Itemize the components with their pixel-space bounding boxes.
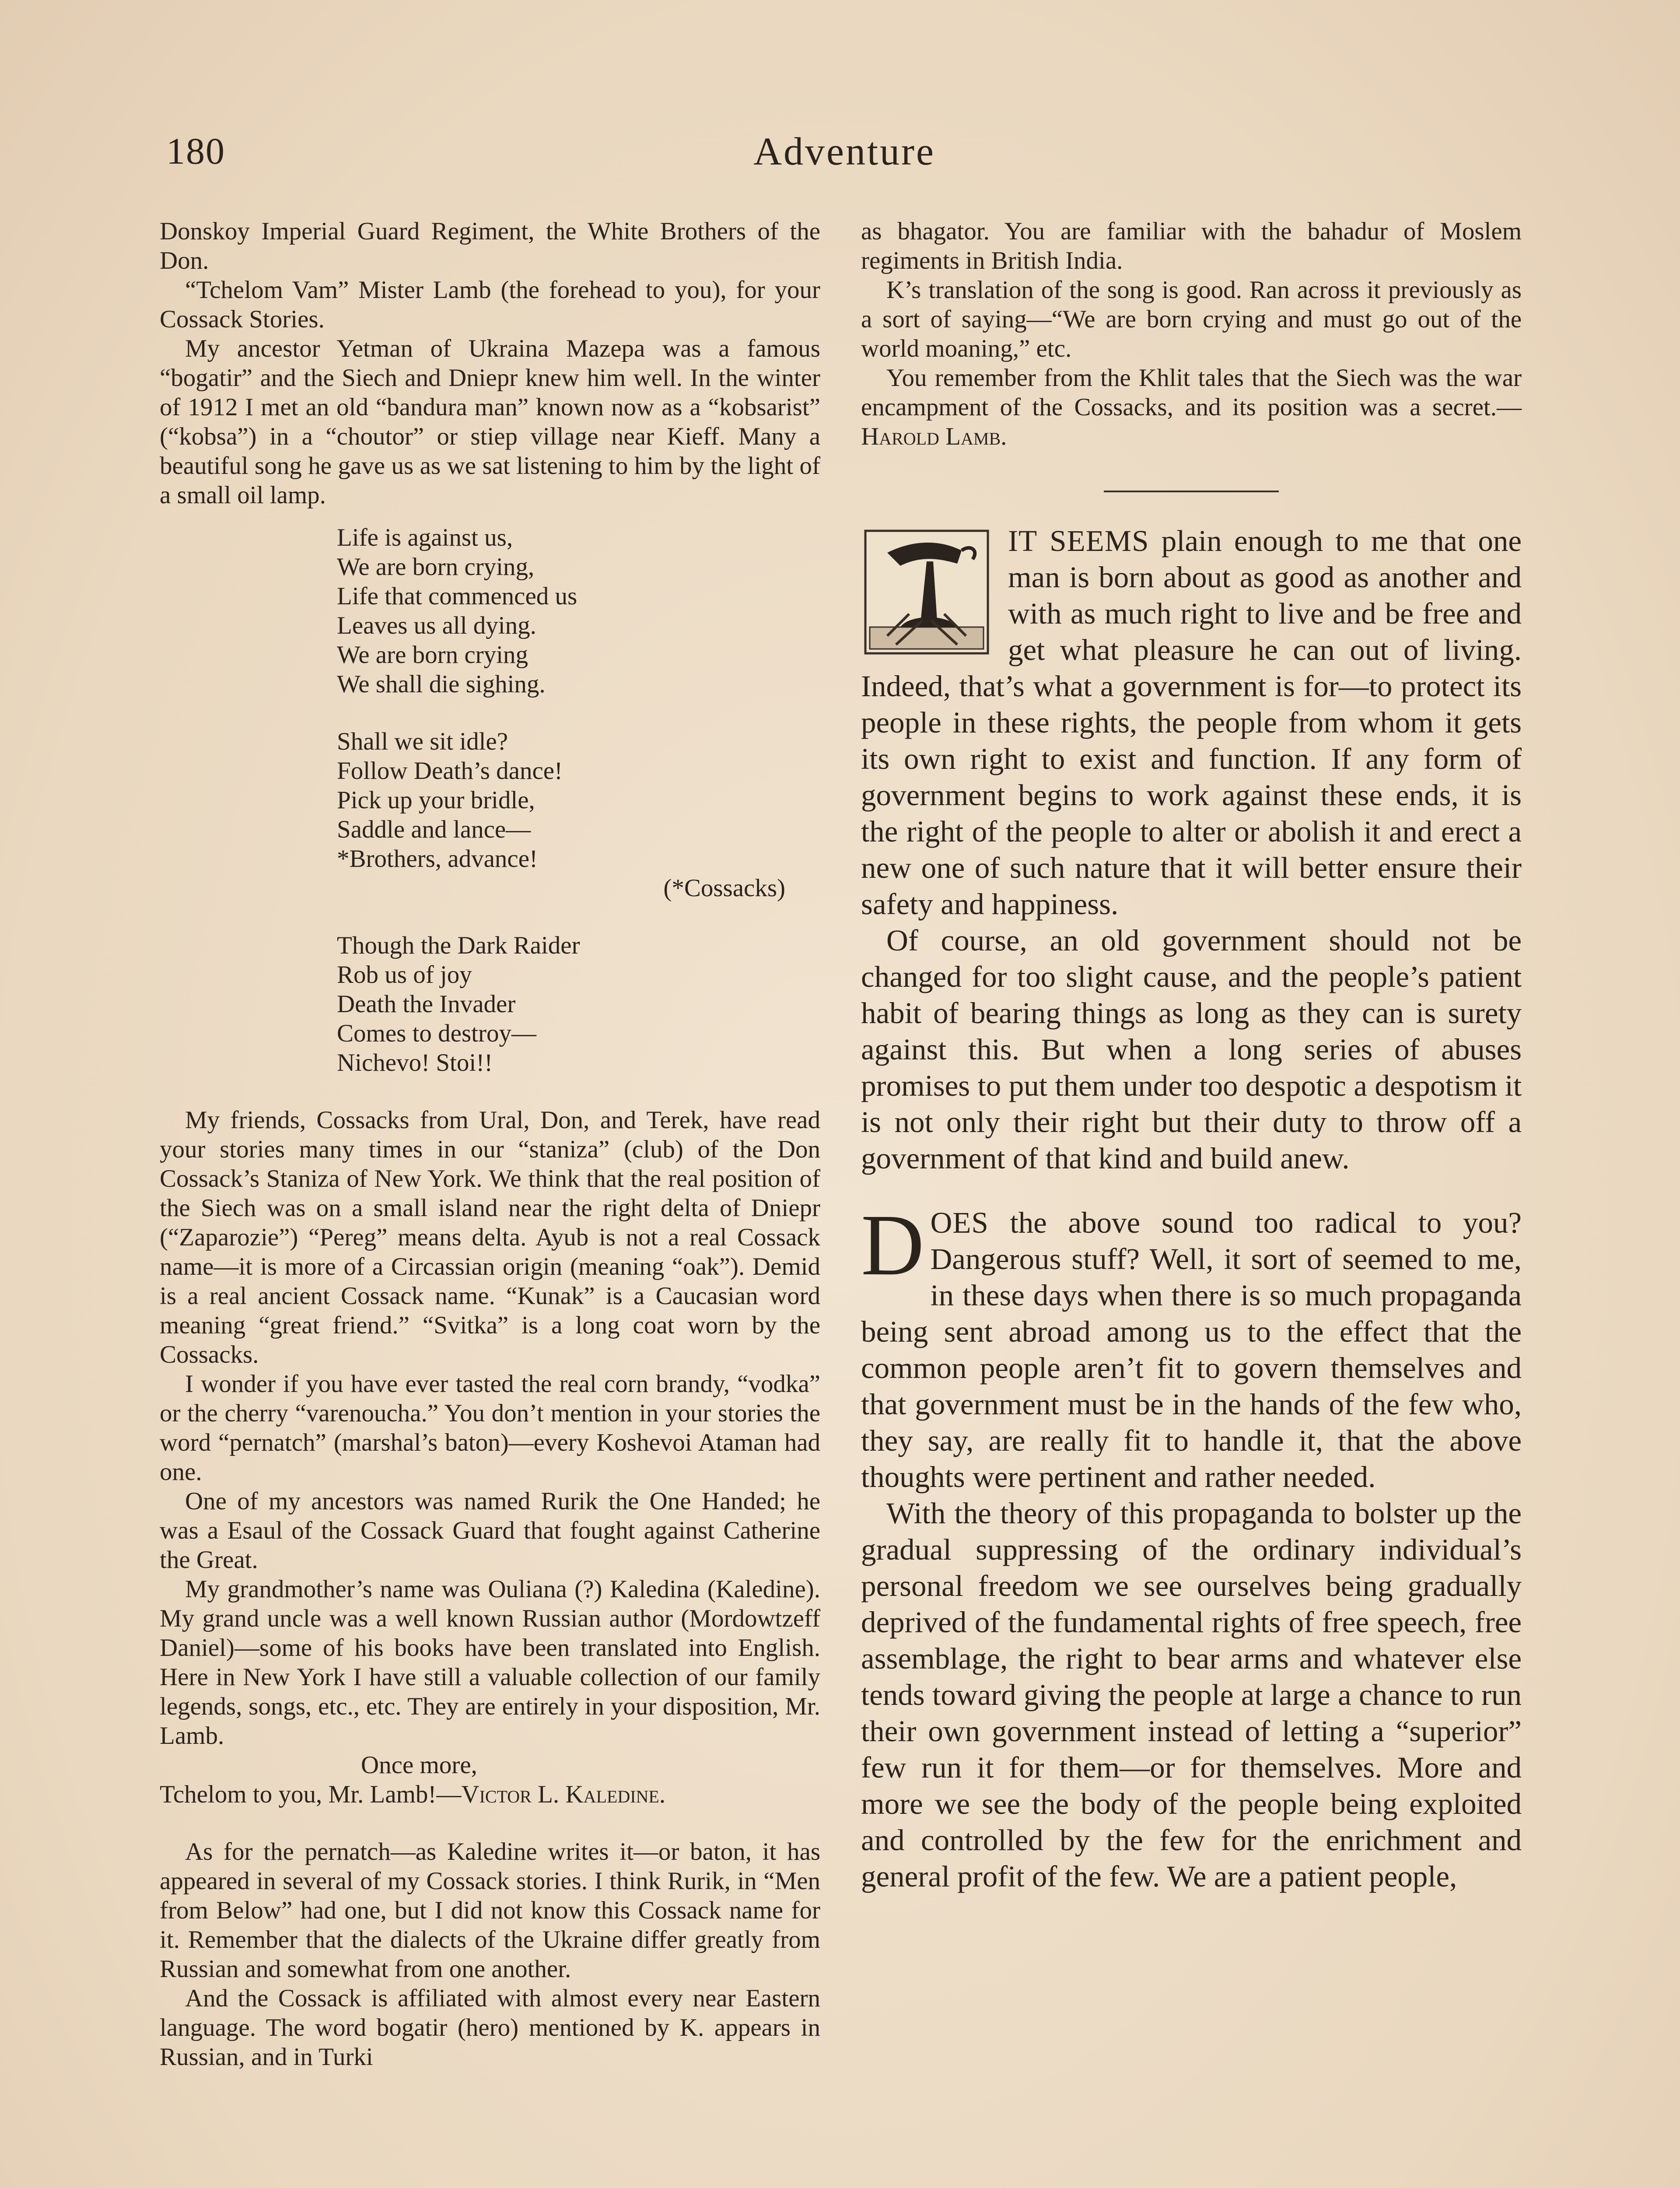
letter-paragraph: My grandmother’s name was Ouliana (?) Kaledina (Kaledine). My grand uncle was a well known Russian author (Mordowtzeff Daniel)—some of his books have been translated into English. Here in New York I have still a valuable collection of our family legends, songs, etc., etc. They are entirely in your disposition, Mr. Lamb. xyxy=(160,1575,820,1750)
reply-text: You remember from the Khlit tales that the Siech was the war encampment of the Cossacks, and its position was a secret.— xyxy=(861,364,1522,421)
page-number: 180 xyxy=(166,130,225,172)
letter-paragraph: “Tchelom Vam” Mister Lamb (the forehead to you), for your Cossack Stories. xyxy=(160,276,820,333)
reply-paragraph: And the Cossack is affiliated with almost every near Eastern language. The word bogatir (hero) mentioned by K. appears in Russian, and in Turki xyxy=(160,1985,820,2071)
letter-paragraph: I wonder if you have ever tasted the real corn brandy, “vodka” or the cherry “varenoucha.” You don’t mention in your stories the word “pernatch” (marshal’s baton)—every Koshevoi Ataman had one. xyxy=(160,1370,820,1486)
poem-stanza xyxy=(337,727,820,903)
journal-title: Adventure xyxy=(753,130,935,173)
poem-line: Nichevo! Stoi!! xyxy=(337,1049,493,1076)
poem-line: Life that commenced us xyxy=(337,582,578,610)
editorial-paragraph xyxy=(861,1197,1522,1495)
poem-line: We are born crying xyxy=(337,641,528,669)
reply-paragraph: as bhagator. You are familiar with the bahadur of Moslem regiments in British India. xyxy=(861,217,1522,274)
poem-line: *Brothers, advance! xyxy=(337,845,538,873)
reply-paragraph xyxy=(861,363,1522,451)
letter-paragraph: One of my ancestors was named Rurik the One Handed; he was a Esaul of the Cossack Guard that fought against Catherine the Great. xyxy=(160,1487,820,1574)
poem-line: Follow Death’s dance! xyxy=(337,757,563,785)
running-head xyxy=(166,125,1522,190)
editorial-paragraph: Of course, an old government should not be changed for too slight cause, and the people’s patient habit of bearing things as long as they can is surety against this. But when a long series of abuses promises to put them under too despotic a despotism it is not only their right but their duty to throw off a government of that kind and build anew. xyxy=(861,924,1522,1175)
editorial-paragraph: With the theory of this propaganda to bolster up the gradual suppressing of the ordinary individual’s personal freedom we see ourselves being gradually deprived of the fundamental rights of free speech, free assemblage, the right to bear arms and whatever else tends toward giving the people at large a chance to run their own government instead of letting a “superior” few run it for them—or for themselves. More and more we see the body of the people being exploited and controlled by the few for the enrichment and general profit of the few. We are a patient people, xyxy=(861,1497,1522,1893)
poem-line: Pick up your bridle, xyxy=(337,786,535,814)
editorial-text: plain enough to me that one man is born about as good as another and with as much right to live and be free and get what pleasure he can out of living. Indeed, that’s what a government is for—to protect its people in these rights, the people from whom it gets its own right to exist and function. If any form of government begins to work against these ends, it is the right of the people to alter or abolish it and erect a new one of such nature that it will better ensure their safety and happiness. xyxy=(861,524,1522,921)
poem-line: Shall we sit idle? xyxy=(337,728,508,755)
poem-line: Life is against us, xyxy=(337,524,513,551)
poem-line: Rob us of joy xyxy=(337,961,472,989)
reply-paragraph: As for the pernatch—as Kaledine writes it—or baton, it has appeared in several of my Cossack stories. I think Rurik, in “Men from Below” had one, but I did not know this Cossack name for it. Remember that the dialects of the Ukraine differ greatly from Russian and somewhat from one another. xyxy=(160,1838,820,1983)
poem-line: Leaves us all dying. xyxy=(337,612,536,639)
ornamental-initial-i-icon xyxy=(861,526,992,658)
right-column xyxy=(861,217,1522,1895)
letter-closing: Once more, xyxy=(361,1751,477,1779)
editorial-lead-caps: OES xyxy=(930,1206,989,1239)
ornamental-initial-svg xyxy=(861,526,992,658)
poem-line: We are born crying, xyxy=(337,553,535,581)
poem xyxy=(337,523,820,1077)
letter-signoff xyxy=(160,1780,820,1809)
poem-stanza xyxy=(337,523,820,699)
editorial xyxy=(861,523,1522,1895)
poem-line: Comes to destroy— xyxy=(337,1020,536,1047)
letter-paragraph: Donskoy Imperial Guard Regiment, the White Brothers of the Don. xyxy=(160,217,820,274)
editorial-text: the above sound too radical to you? Dangerous stuff? Well, it sort of seemed to me, in these days when there is so much propaganda being sent abroad among us to the effect that the common people aren’t fit to govern themselves and that government must be in the hands of the few who, they say, are really fit to handle it, that the above thoughts were pertinent and rather needed. xyxy=(861,1206,1522,1494)
left-column xyxy=(160,217,820,2072)
letter-paragraph: My friends, Cossacks from Ural, Don, and Terek, have read your stories many times in our “staniza” (club) of the Don Cossack’s Staniza of New York. We think that the real position of the Siech was on a small island near the right delta of Dniepr (“Zaparozie”) “Pereg” means delta. Ayub is not a real Cossack name—it is more of a Circassian origin (meaning “oak”). Demid is a real ancient Cossack name. “Kunak” is a Caucasian word meaning “great friend.” “Svitka” is a long coat worn by the Cossacks. xyxy=(160,1106,820,1368)
editorial-lead-caps: IT SEEMS xyxy=(1008,524,1149,558)
reply-paragraph: K’s translation of the song is good. Ran across it previously as a sort of saying—“We are born crying and must go out of the world moaning,” etc. xyxy=(861,276,1522,362)
poem-stanza xyxy=(337,931,820,1077)
reply-signature: Harold Lamb. xyxy=(861,423,1007,450)
poem-line: We shall die sighing. xyxy=(337,670,546,698)
section-divider xyxy=(1104,491,1279,492)
poem-line: Though the Dark Raider xyxy=(337,932,580,959)
poem-line: Death the Invader xyxy=(337,990,516,1018)
letter-paragraph: My ancestor Yetman of Ukraina Mazepa was a famous “bogatir” and the Siech and Dniepr knew him well. In the winter of 1912 I met an old “bandura man” known now as a “kobsarist” (“kobsa”) in a “choutor” or stiep village near Kieff. Many a beautiful song he gave us as we sat listening to him by the light of a small oil lamp. xyxy=(160,335,820,509)
poem-line: Saddle and lance— xyxy=(337,816,531,843)
poem-footnote: (*Cossacks) xyxy=(663,874,785,902)
letter-signature: Victor L. Kaledine. xyxy=(461,1781,666,1808)
signoff-text: Tchelom to you, Mr. Lamb!— xyxy=(160,1781,462,1808)
drop-cap-d: D xyxy=(861,1197,924,1294)
